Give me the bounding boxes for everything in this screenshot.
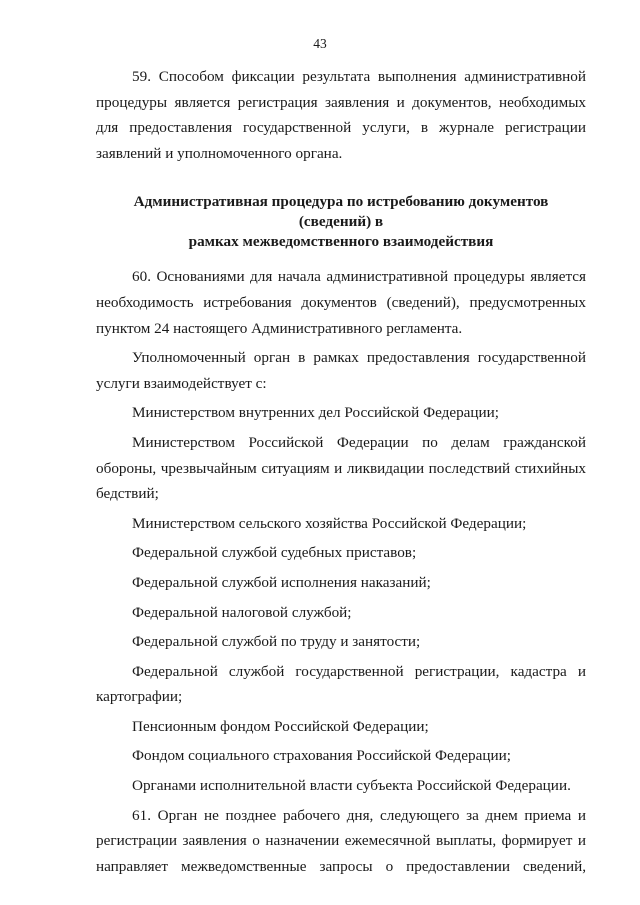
agency-item: Пенсионным фондом Российской Федерации;	[132, 717, 429, 735]
page-content	[96, 64, 586, 879]
paragraph-60: 60. Основаниями для начала административной процедуры является необходимость истребования документов (сведений), предусмотренных пунктом 24 настоящего Административного регламента.	[96, 268, 586, 337]
paragraph-59: 59. Способом фиксации результата выполнения административной процедуры является регистрация заявления и документов, необходимых для предоставления государственной услуги, в журнале регистрации заявлений и уполномоченного органа.	[96, 68, 586, 162]
agency-item: Федеральной службой по труду и занятости;	[132, 633, 421, 651]
paragraph-61: 61. Орган не позднее рабочего дня, следующего за днем приема и регистрации заявления о назначении ежемесячной выплаты, формирует и направляет межведомственные запросы о предоставлении сведений,	[96, 806, 586, 875]
agency-item: Министерством внутренних дел Российской Федерации;	[132, 404, 500, 422]
section-heading	[96, 192, 586, 252]
section-heading-line-1: Административная процедура по истребованию документов (сведений) в	[133, 193, 549, 231]
agency-item: Федеральной службой судебных приставов;	[132, 544, 417, 562]
agency-item: Федеральной службой исполнения наказаний;	[132, 573, 431, 591]
paragraph-interaction-intro: Уполномоченный орган в рамках предоставления государственной услуги взаимодействует с:	[96, 349, 586, 392]
agency-item: Федеральной налоговой службой;	[132, 603, 352, 621]
agency-item: Федеральной службой государственной регистрации, кадастра и картографии;	[96, 662, 586, 706]
section-heading-line-2: рамках межведомственного взаимодействия	[188, 233, 494, 251]
agency-item: Министерством сельского хозяйства Российской Федерации;	[132, 514, 527, 532]
agency-item: Органами исполнительной власти субъекта Российской Федерации.	[132, 777, 571, 795]
agency-item: Министерством Российской Федерации по делам гражданской обороны, чрезвычайным ситуациям и ликвидации последствий стихийных бедствий;	[96, 433, 586, 503]
page-number: 43	[313, 36, 327, 51]
agency-item: Фондом социального страхования Российской Федерации;	[132, 747, 511, 765]
